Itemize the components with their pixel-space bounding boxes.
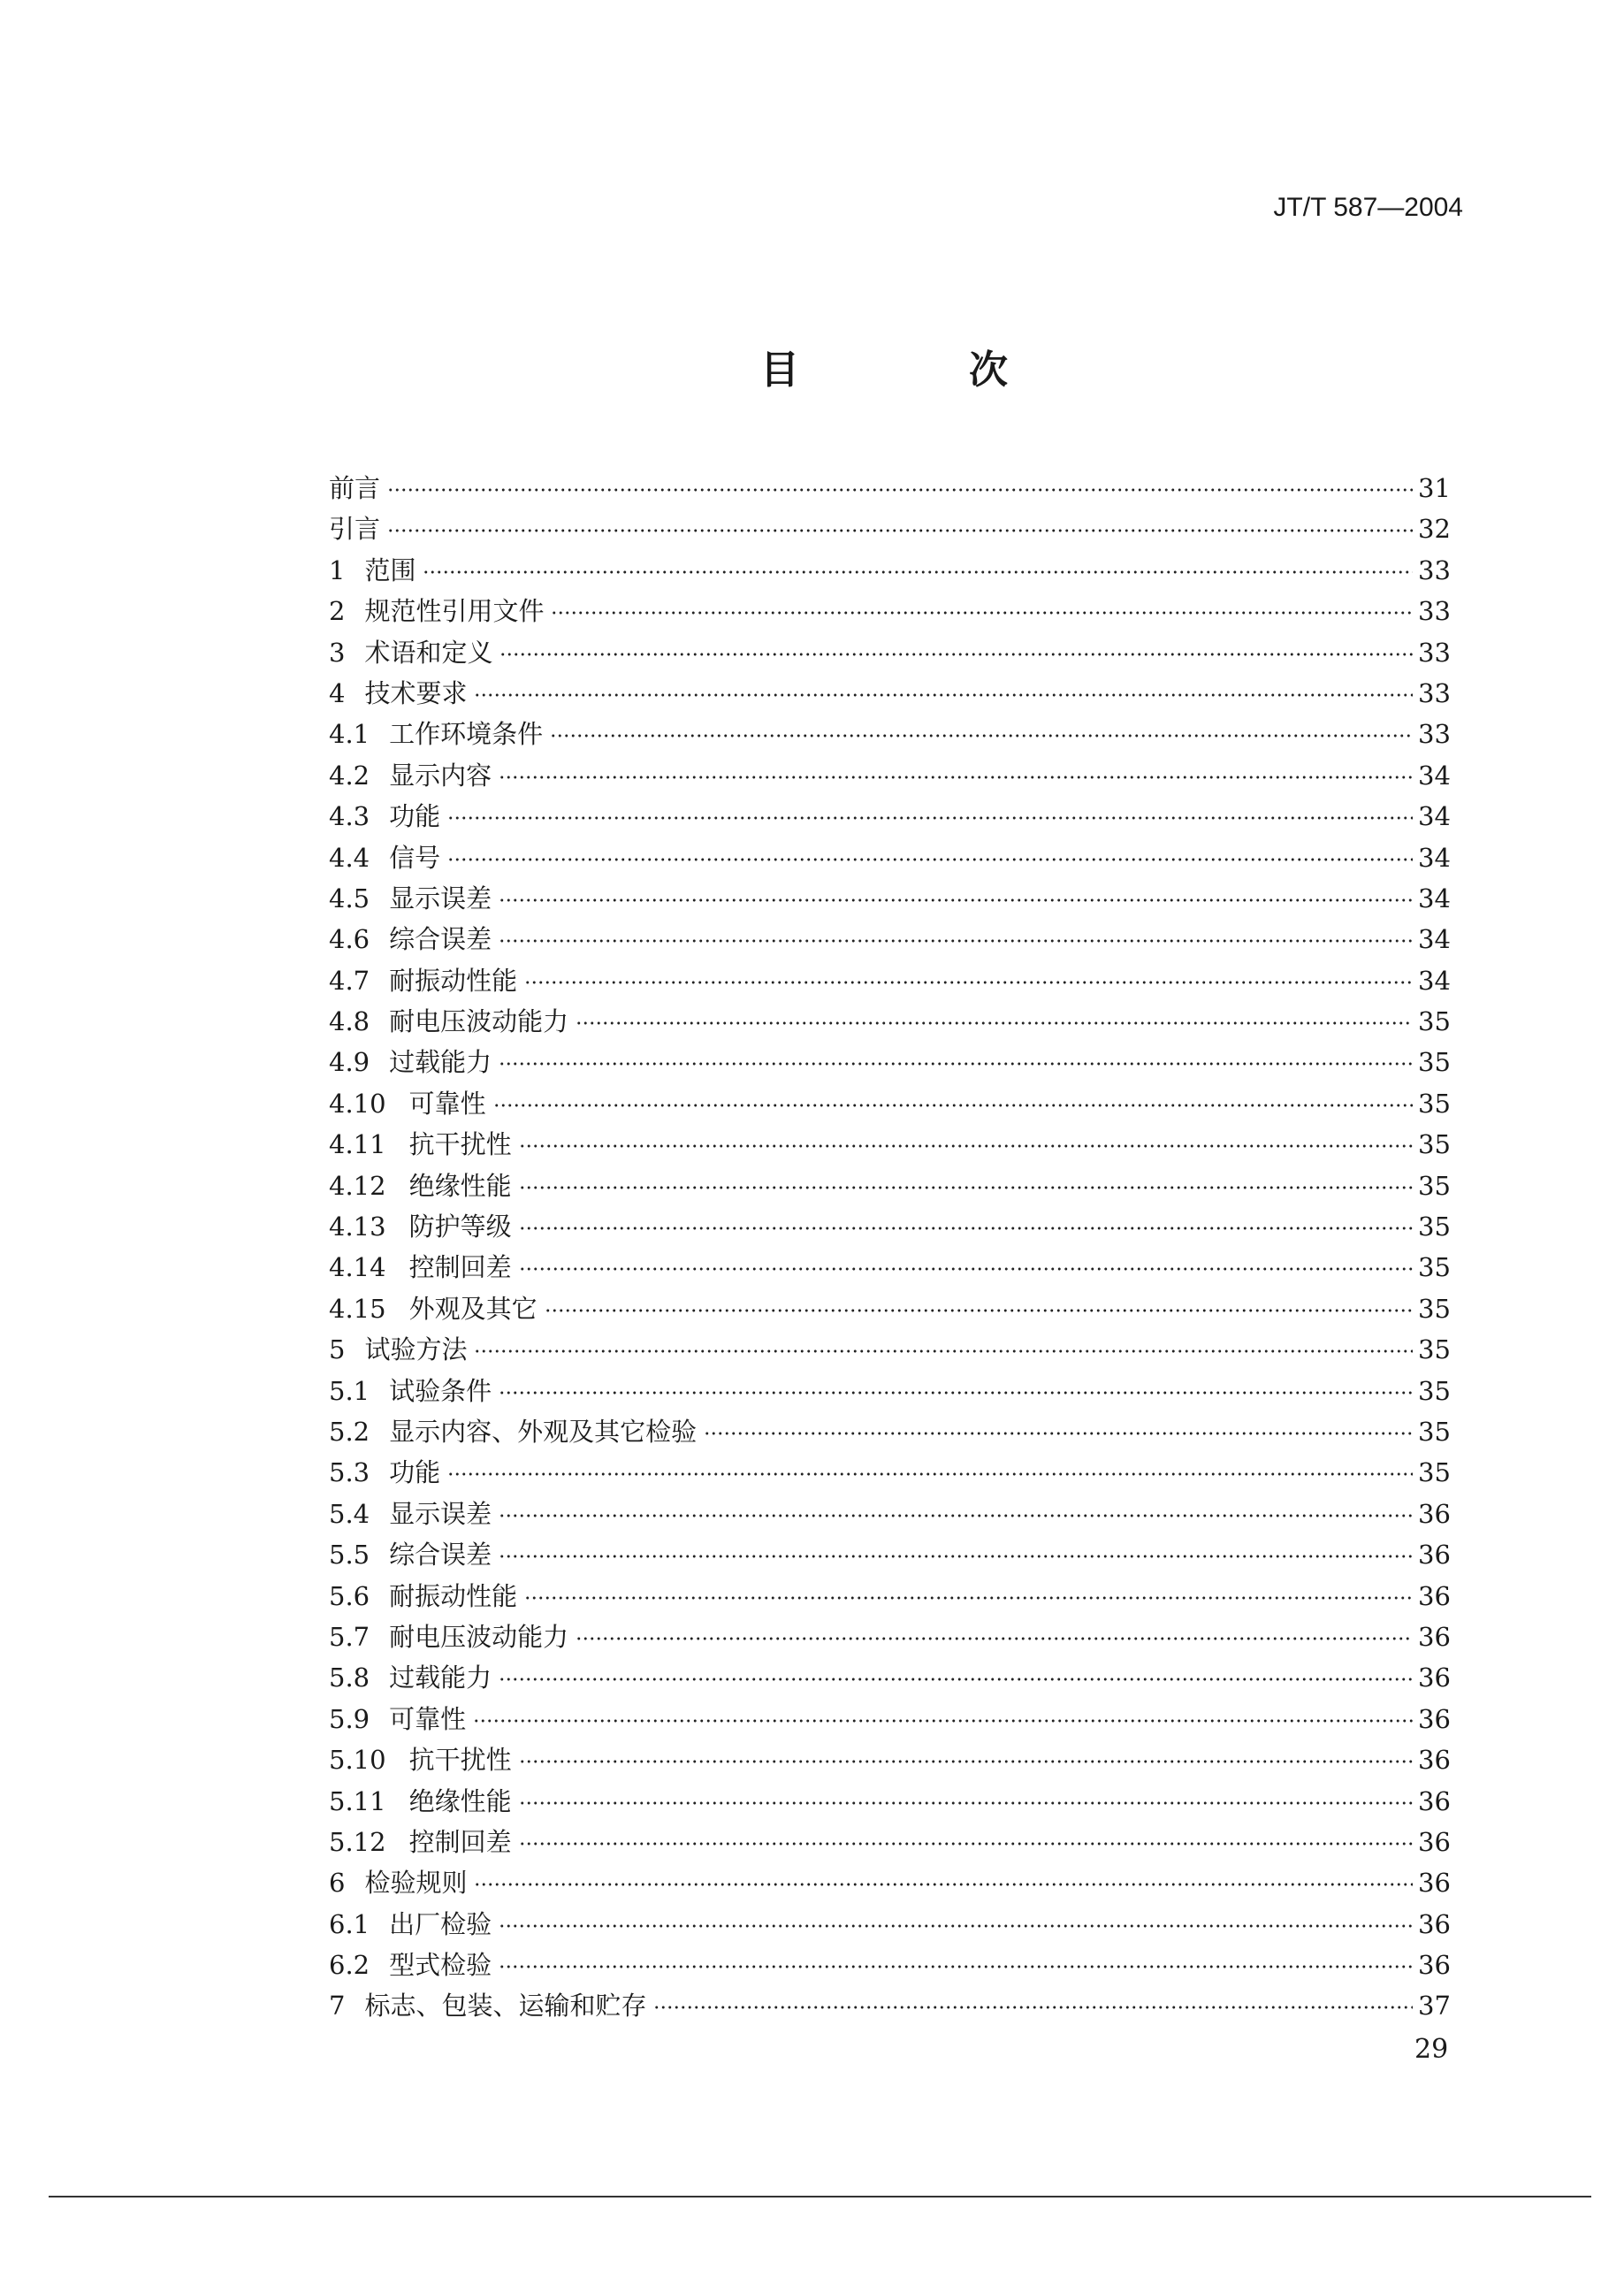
toc-entry[interactable] <box>329 1577 1450 1617</box>
toc-dot-leader <box>499 1962 1413 1971</box>
toc-entry-number: 4.2 <box>329 760 370 791</box>
toc-entry-page: 33 <box>1418 554 1451 585</box>
toc-entry[interactable] <box>329 1986 1450 2027</box>
toc-entry-page: 35 <box>1418 1416 1451 1447</box>
toc-entry-label: 耐电压波动能力 <box>389 1006 569 1037</box>
toc-entry-number: 5.6 <box>329 1580 370 1611</box>
toc-entry-page: 35 <box>1418 1170 1451 1201</box>
toc-entry-page: 36 <box>1418 1580 1451 1611</box>
toc-entry[interactable] <box>329 1453 1450 1494</box>
toc-entry[interactable] <box>329 1740 1450 1781</box>
toc-entry-label: 抗干扰性 <box>408 1129 512 1160</box>
toc-entry-page: 36 <box>1418 1868 1451 1899</box>
toc-dot-leader <box>387 526 1413 535</box>
toc-entry[interactable] <box>329 1289 1450 1330</box>
toc-entry-label: 型式检验 <box>389 1950 492 1981</box>
toc-dot-leader <box>474 1347 1413 1356</box>
toc-dot-leader <box>519 1224 1413 1233</box>
toc-entry-page: 36 <box>1418 1703 1451 1734</box>
toc-entry-page: 36 <box>1418 1785 1451 1816</box>
toc-dot-leader <box>519 1265 1413 1273</box>
toc-entry-page: 35 <box>1418 1211 1451 1242</box>
toc-entry-page: 33 <box>1418 596 1451 627</box>
toc-entry-page: 35 <box>1418 1334 1451 1365</box>
toc-entry[interactable] <box>329 920 1450 960</box>
toc-entry[interactable] <box>329 797 1450 837</box>
toc-entry-number: 7 <box>329 1991 346 2022</box>
toc-entry-number: 4.4 <box>329 842 370 873</box>
toc-entry[interactable] <box>329 756 1450 797</box>
toc-entry-label: 防护等级 <box>408 1211 512 1242</box>
toc-entry-label: 过载能力 <box>389 1662 492 1693</box>
toc-dot-leader <box>519 1757 1413 1766</box>
toc-entry-page: 35 <box>1418 1129 1451 1160</box>
toc-entry-number: 5.5 <box>329 1540 370 1571</box>
toc-dot-leader <box>499 1922 1413 1930</box>
toc-entry-page: 35 <box>1418 1375 1451 1406</box>
toc-entry-page: 36 <box>1418 1498 1451 1529</box>
toc-entry-label: 术语和定义 <box>364 637 493 668</box>
toc-entry-label: 控制回差 <box>408 1826 512 1857</box>
toc-entry-page: 34 <box>1418 924 1451 955</box>
toc-dot-leader <box>447 855 1413 864</box>
toc-entry[interactable] <box>329 1945 1450 1986</box>
title-char-2: 次 <box>969 348 1008 393</box>
toc-entry-label: 抗干扰性 <box>408 1745 512 1776</box>
page-title <box>760 338 1008 394</box>
toc-entry[interactable] <box>329 509 1450 550</box>
toc-entry-number: 5 <box>329 1334 346 1365</box>
toc-entry-page: 35 <box>1418 1088 1451 1119</box>
toc-dot-leader <box>545 1306 1413 1315</box>
toc-entry-number: 5.3 <box>329 1457 370 1488</box>
toc-entry-page: 34 <box>1418 760 1451 791</box>
toc-dot-leader <box>423 568 1413 577</box>
toc-entry[interactable] <box>329 1166 1450 1207</box>
toc-dot-leader <box>576 1019 1413 1028</box>
toc-entry-number: 4.15 <box>329 1293 386 1324</box>
toc-entry-label: 工作环境条件 <box>389 719 544 750</box>
toc-dot-leader <box>473 1716 1413 1725</box>
toc-entry-label: 可靠性 <box>408 1088 486 1119</box>
title-char-1: 目 <box>760 348 799 393</box>
toc-entry[interactable] <box>329 838 1450 879</box>
toc-entry[interactable] <box>329 1248 1450 1288</box>
toc-entry-label: 试验方法 <box>364 1334 468 1365</box>
toc-dot-leader <box>519 1799 1413 1808</box>
toc-entry-page: 36 <box>1418 1745 1451 1776</box>
toc-entry-page: 36 <box>1418 1908 1451 1939</box>
toc-entry-page: 34 <box>1418 801 1451 832</box>
toc-entry-number: 5.7 <box>329 1621 370 1652</box>
toc-entry[interactable] <box>329 633 1450 674</box>
standard-code: JT/T 587—2004 <box>1273 193 1463 222</box>
toc-dot-leader <box>576 1634 1413 1643</box>
toc-entry-label: 综合误差 <box>389 924 492 955</box>
toc-dot-leader <box>499 773 1413 782</box>
toc-entry-label: 检验规则 <box>364 1868 468 1899</box>
toc-entry-number: 4.6 <box>329 924 370 955</box>
toc-entry-number: 5.4 <box>329 1498 370 1529</box>
toc-entry-number: 4.1 <box>329 719 370 750</box>
toc-entry-label: 耐电压波动能力 <box>389 1621 569 1652</box>
toc-entry[interactable] <box>329 1782 1450 1823</box>
toc-entry-page: 35 <box>1418 1457 1451 1488</box>
toc-entry-label: 显示内容、外观及其它检验 <box>389 1416 698 1447</box>
toc-entry-number: 5.8 <box>329 1662 370 1693</box>
toc-entry[interactable] <box>329 1823 1450 1863</box>
toc-entry-page: 35 <box>1418 1006 1451 1037</box>
toc-dot-leader <box>474 1880 1413 1889</box>
toc-entry-number: 2 <box>329 596 346 627</box>
toc-dot-leader <box>387 485 1413 494</box>
toc-entry-label: 耐振动性能 <box>389 1580 518 1611</box>
toc-dot-leader <box>499 1675 1413 1684</box>
toc-dot-leader <box>524 978 1413 987</box>
toc-entry[interactable] <box>329 1372 1450 1412</box>
toc-entry-page: 33 <box>1418 677 1451 708</box>
toc-entry-label: 规范性引用文件 <box>364 596 545 627</box>
toc-entry-label: 耐振动性能 <box>389 965 518 996</box>
toc-entry[interactable] <box>329 715 1450 755</box>
toc-dot-leader <box>653 2003 1413 2012</box>
toc-entry-page: 37 <box>1418 1991 1451 2022</box>
toc-entry-number: 4.8 <box>329 1006 370 1037</box>
toc-entry-number: 5.9 <box>329 1703 370 1734</box>
toc-entry[interactable] <box>329 1617 1450 1658</box>
toc-entry[interactable] <box>329 592 1450 632</box>
toc-dot-leader <box>499 1059 1413 1068</box>
toc-entry-number: 6.1 <box>329 1908 370 1939</box>
toc-entry-page: 34 <box>1418 883 1451 913</box>
toc-entry-number: 5.10 <box>329 1745 386 1776</box>
page-number: 29 <box>1414 2034 1449 2065</box>
toc-entry-label: 显示内容 <box>389 760 492 791</box>
toc-entry[interactable] <box>329 1905 1450 1945</box>
toc-entry-page: 36 <box>1418 1826 1451 1857</box>
toc-entry-number: 1 <box>329 554 346 585</box>
toc-entry-number: 4.5 <box>329 883 370 913</box>
toc-entry-label: 技术要求 <box>364 677 468 708</box>
toc-entry[interactable] <box>329 1412 1450 1453</box>
toc-dot-leader <box>447 814 1413 822</box>
toc-entry[interactable] <box>329 1494 1450 1535</box>
toc-entry-label: 引言 <box>329 514 381 545</box>
toc-entry-page: 31 <box>1418 473 1451 503</box>
toc-entry-label: 范围 <box>364 554 416 585</box>
toc-entry-page: 36 <box>1418 1950 1451 1981</box>
toc-entry-number: 6 <box>329 1868 346 1899</box>
toc-entry-page: 36 <box>1418 1621 1451 1652</box>
toc-entry[interactable] <box>329 1863 1450 1904</box>
toc-entry[interactable] <box>329 1002 1450 1043</box>
toc-entry-number: 5.11 <box>329 1785 386 1816</box>
toc-entry-label: 绝缘性能 <box>408 1170 512 1201</box>
toc-entry-page: 32 <box>1418 514 1451 545</box>
toc-entry[interactable] <box>329 1658 1450 1699</box>
toc-dot-leader <box>550 731 1413 740</box>
toc-entry-number: 4 <box>329 677 346 708</box>
toc-dot-leader <box>551 608 1413 617</box>
toc-entry-page: 35 <box>1418 1252 1451 1283</box>
toc-entry-label: 标志、包装、运输和贮存 <box>364 1991 647 2022</box>
toc-dot-leader <box>474 691 1413 699</box>
toc-entry-number: 4.13 <box>329 1211 386 1242</box>
toc-entry-label: 前言 <box>329 473 381 503</box>
toc-entry-number: 5.12 <box>329 1826 386 1857</box>
toc-entry-label: 综合误差 <box>389 1540 492 1571</box>
toc-entry-page: 34 <box>1418 842 1451 873</box>
toc-entry[interactable] <box>329 1084 1450 1125</box>
toc-entry-number: 4.9 <box>329 1047 370 1078</box>
toc-dot-leader <box>499 936 1413 945</box>
toc-entry-number: 5.2 <box>329 1416 370 1447</box>
toc-entry-number: 4.11 <box>329 1129 386 1160</box>
toc-dot-leader <box>524 1594 1413 1602</box>
toc-entry[interactable] <box>329 1700 1450 1740</box>
toc-entry[interactable] <box>329 1043 1450 1083</box>
toc-dot-leader <box>493 1101 1413 1110</box>
toc-entry-label: 出厂检验 <box>389 1908 492 1939</box>
toc-entry-number: 6.2 <box>329 1950 370 1981</box>
toc-entry[interactable] <box>329 1207 1450 1248</box>
toc-entry[interactable] <box>329 1330 1450 1371</box>
toc-entry-number: 4.7 <box>329 965 370 996</box>
toc-entry-label: 显示误差 <box>389 883 492 913</box>
toc-dot-leader <box>499 1552 1413 1561</box>
toc-dot-leader <box>447 1470 1413 1479</box>
toc-entry[interactable] <box>329 1125 1450 1166</box>
toc-entry-label: 绝缘性能 <box>408 1785 512 1816</box>
toc-dot-leader <box>499 1388 1413 1397</box>
toc-dot-leader <box>499 650 1413 659</box>
toc-entry-number: 4.14 <box>329 1252 386 1283</box>
toc-entry-number: 4.12 <box>329 1170 386 1201</box>
toc-entry-page: 35 <box>1418 1047 1451 1078</box>
toc-entry[interactable] <box>329 961 1450 1002</box>
toc-entry-page: 33 <box>1418 719 1451 750</box>
toc-entry-label: 外观及其它 <box>408 1293 538 1324</box>
toc-entry[interactable] <box>329 469 1450 509</box>
toc-dot-leader <box>519 1839 1413 1848</box>
toc-entry-page: 33 <box>1418 637 1451 668</box>
toc-entry-label: 功能 <box>389 1457 441 1488</box>
toc-entry-number: 4.3 <box>329 801 370 832</box>
toc-dot-leader <box>499 896 1413 905</box>
toc-entry-page: 36 <box>1418 1662 1451 1693</box>
toc-entry-number: 5.1 <box>329 1375 370 1406</box>
toc-entry[interactable] <box>329 879 1450 920</box>
toc-entry-label: 过载能力 <box>389 1047 492 1078</box>
toc-dot-leader <box>519 1142 1413 1150</box>
toc-entry-label: 信号 <box>389 842 441 873</box>
toc-entry-page: 36 <box>1418 1540 1451 1571</box>
toc-entry[interactable] <box>329 674 1450 715</box>
toc-entry-number: 4.10 <box>329 1088 386 1119</box>
toc-entry-label: 控制回差 <box>408 1252 512 1283</box>
toc-entry-label: 显示误差 <box>389 1498 492 1529</box>
toc-dot-leader <box>499 1511 1413 1520</box>
toc-dot-leader <box>704 1429 1413 1438</box>
table-of-contents <box>329 469 1450 2028</box>
toc-entry-page: 34 <box>1418 965 1451 996</box>
toc-entry[interactable] <box>329 551 1450 592</box>
bottom-rule <box>49 2196 1591 2197</box>
toc-entry-page: 35 <box>1418 1293 1451 1324</box>
toc-entry-label: 功能 <box>389 801 441 832</box>
toc-entry-label: 试验条件 <box>389 1375 492 1406</box>
toc-entry-number: 3 <box>329 637 346 668</box>
toc-entry-label: 可靠性 <box>389 1703 467 1734</box>
toc-entry[interactable] <box>329 1535 1450 1576</box>
toc-dot-leader <box>519 1183 1413 1192</box>
